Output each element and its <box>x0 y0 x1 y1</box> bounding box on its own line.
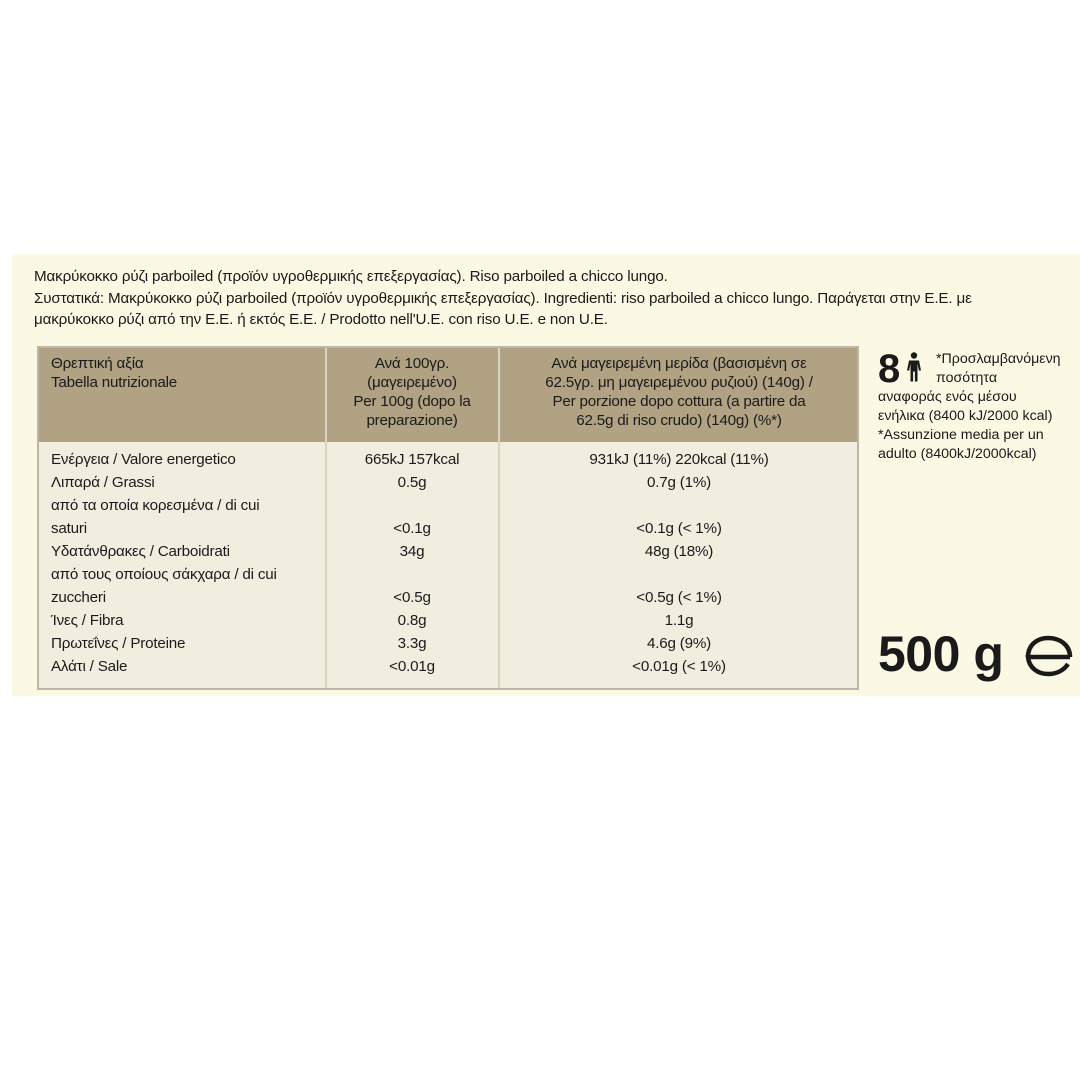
row-label: από τους οποίους σάκχαρα / di cui zuccheri <box>51 566 277 606</box>
header-nutrient: Θρεπτική αξία Tabella nutrizionale <box>51 355 178 391</box>
table-row <box>39 632 857 655</box>
row-per-100g: 3.3g <box>397 635 427 652</box>
product-description <box>34 266 1074 331</box>
row-per-portion: 0.7g (1%) <box>646 474 712 491</box>
row-per-portion: <0.1g (< 1%) <box>636 520 722 537</box>
table-row <box>39 448 857 471</box>
row-per-100g: <0.1g <box>393 520 431 537</box>
table-row <box>39 655 857 678</box>
row-per-100g: <0.01g <box>389 658 435 675</box>
product-name-line: Μακρύκοκκο ρύζι parboiled (προϊόν υγροθερμικής επεξεργασίας). Riso parboiled a chicco lungo. <box>34 268 668 285</box>
reference-intake-text-continued: αναφοράς ενός μέσου ενήλικα (8400 kJ/2000 kcal) *Assunzione media per un adulto (8400kJ/2000kcal) <box>878 389 1053 462</box>
table-row <box>39 563 857 609</box>
row-per-portion: <0.01g (< 1%) <box>632 658 726 675</box>
nutrition-table <box>37 346 859 690</box>
table-header <box>39 348 857 442</box>
table-row <box>39 494 857 540</box>
row-per-100g: 34g <box>399 543 425 560</box>
row-per-100g: <0.5g <box>393 589 431 606</box>
row-per-portion: 1.1g <box>664 612 694 629</box>
row-per-portion: <0.5g (< 1%) <box>636 589 722 606</box>
row-per-portion: 4.6g (9%) <box>646 635 712 652</box>
row-per-100g: 665kJ 157kcal <box>364 451 460 468</box>
row-label: Λιπαρά / Grassi <box>51 474 155 491</box>
table-body <box>39 448 857 678</box>
header-per-portion: Ανά μαγειρεμένη μερίδα (βασισμένη σε 62.5γρ. μη μαγειρεμένου ρυζιού) (140g) / Per porzione dopo cottura (a partire da 62.5g di riso crudo) (140g) (%*) <box>545 355 813 429</box>
row-label: Αλάτι / Sale <box>51 658 128 675</box>
table-row <box>39 609 857 632</box>
person-icon <box>906 352 922 382</box>
ingredients-line: Συστατικά: Μακρύκοκκο ρύζι parboiled (προϊόν υγροθερμικής επεξεργασίας). Ingredienti: riso parboiled a chicco lungo. Παράγεται στην Ε.Ε. με <box>34 289 972 307</box>
e-mark-icon <box>1020 634 1074 678</box>
reference-intake-text: *Προσλαμβανόμενη ποσότητα <box>936 351 1061 386</box>
row-label: Υδατάνθρακες / Carboidrati <box>51 543 230 560</box>
row-per-portion: 931kJ (11%) 220kcal (11%) <box>589 451 769 468</box>
row-per-portion: 48g (18%) <box>644 543 714 560</box>
header-per-100g: Ανά 100γρ. (μαγειρεμένο) Per 100g (dopo la preparazione) <box>353 355 471 429</box>
row-label: Ίνες / Fibra <box>51 612 124 629</box>
net-weight: 500 g <box>878 626 1004 682</box>
reference-intake-number: 8 <box>878 347 901 391</box>
nutrition-label-panel <box>12 254 1080 696</box>
origin-line: μακρύκοκκο ρύζι από την Ε.Ε. ή εκτός Ε.Ε. / Prodotto nell'U.E. con riso U.E. e non U.E. <box>34 311 608 328</box>
row-label: από τα οποία κορεσμένα / di cui saturi <box>51 497 260 537</box>
row-per-100g: 0.8g <box>397 612 427 629</box>
row-label: Πρωτεΐνες / Proteine <box>51 635 186 652</box>
row-label: Ενέργεια / Valore energetico <box>51 451 236 468</box>
table-row <box>39 540 857 563</box>
table-row <box>39 471 857 494</box>
row-per-100g: 0.5g <box>397 474 427 491</box>
